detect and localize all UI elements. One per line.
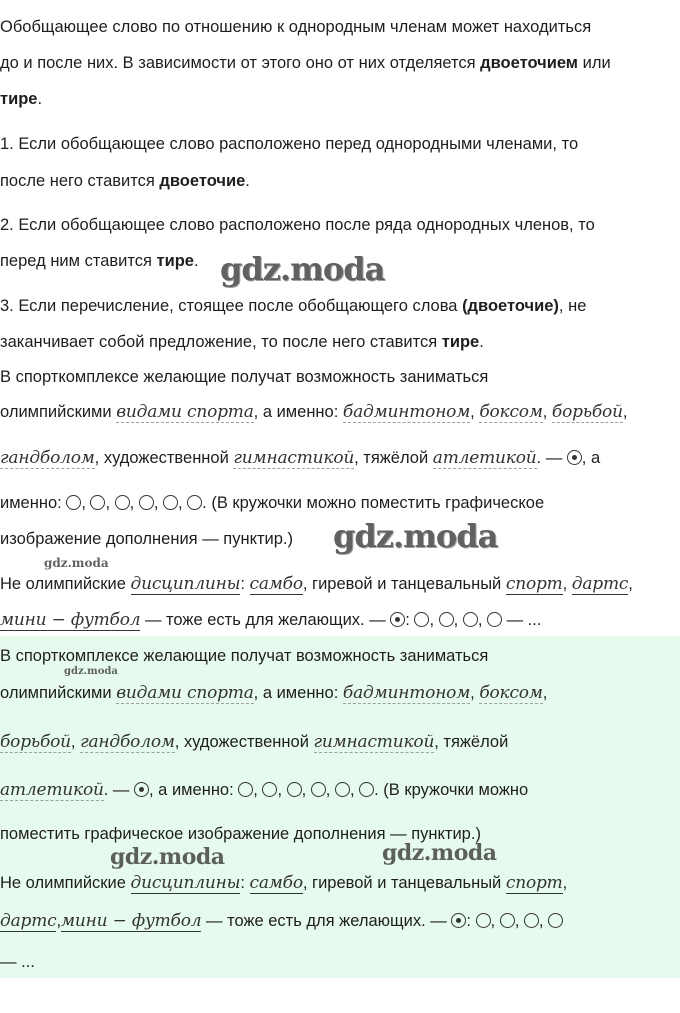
circle-icon bbox=[115, 495, 130, 510]
answer-line-8: — ... bbox=[0, 953, 35, 971]
word-mini-futbol: мини − футбол bbox=[0, 610, 141, 630]
watermark-logo: gdz.moda bbox=[64, 666, 118, 677]
term-dash: тире bbox=[0, 90, 38, 108]
task-line-6: Не олимпийские дисциплины: самбо, гиревой и танцевальный спорт, дартс, bbox=[0, 574, 633, 594]
circle-icon bbox=[500, 913, 515, 928]
task-line-4: именно: , , , , , . (В кружочки можно поместить графическое bbox=[0, 494, 545, 512]
word-borba: борьбой bbox=[0, 732, 71, 752]
word-badminton: бадминтоном bbox=[342, 402, 471, 422]
word-gandbol: гандболом bbox=[80, 732, 175, 752]
intro-line-1: Обобщающее слово по отношению к однородным членам может находиться bbox=[0, 18, 592, 36]
task-line-2: олимпийскими видами спорта, а именно: бадминтоном, боксом, борьбой, bbox=[0, 402, 628, 422]
task-line-1: В спорткомплексе желающие получат возможность заниматься bbox=[0, 368, 489, 386]
circle-icon bbox=[66, 495, 81, 510]
circle-icon bbox=[163, 495, 178, 510]
word-atletika: атлетикой bbox=[432, 448, 537, 468]
watermark-logo: gdz.moda bbox=[382, 840, 497, 866]
watermark-logo: gdz.moda bbox=[44, 556, 109, 570]
word-gimnastika: гимнастикой bbox=[313, 732, 435, 752]
circle-icon bbox=[524, 913, 539, 928]
rule-1-line-1: 1. Если обобщающее слово расположено перед однородными членами, то bbox=[0, 135, 579, 153]
dotted-circle-icon bbox=[134, 782, 149, 797]
circle-icon bbox=[548, 913, 563, 928]
answer-line-2: олимпийскими видами спорта, а именно: бадминтоном, боксом, bbox=[0, 683, 548, 703]
circle-icon bbox=[187, 495, 202, 510]
watermark-logo: gdz.moda bbox=[220, 250, 385, 288]
answer-line-1: В спорткомплексе желающие получат возможность заниматься bbox=[0, 647, 489, 665]
circle-icon bbox=[335, 782, 350, 797]
task-line-3: гандболом, художественной гимнастикой, тяжёлой атлетикой. — , а bbox=[0, 448, 601, 468]
circle-icon bbox=[90, 495, 105, 510]
answer-line-5: поместить графическое изображение дополнения — пунктир.) bbox=[0, 825, 481, 843]
intro-line-2: до и после них. В зависимости от этого оно от них отделяется двоеточием или bbox=[0, 54, 611, 72]
task-line-5: изображение дополнения — пунктир.) bbox=[0, 530, 294, 548]
circle-icon bbox=[287, 782, 302, 797]
rule-2-line-1: 2. Если обобщающее слово расположено после ряда однородных членов, то bbox=[0, 216, 595, 234]
word-atletika: атлетикой bbox=[0, 780, 104, 800]
word-discipliny: дисциплины bbox=[130, 873, 241, 893]
term-colon: двоеточием bbox=[480, 54, 579, 72]
circle-icon bbox=[359, 782, 374, 797]
circle-icon bbox=[414, 612, 429, 627]
word-darts: дартс bbox=[571, 574, 629, 594]
word-gandbol: гандболом bbox=[0, 448, 95, 468]
circle-icon bbox=[476, 913, 491, 928]
word-discipliny: дисциплины bbox=[130, 574, 241, 594]
watermark-logo: gdz.moda bbox=[110, 844, 225, 870]
word-darts: дартс bbox=[0, 911, 57, 931]
word-gimnastika: гимнастикой bbox=[233, 448, 355, 468]
watermark-logo: gdz.moda bbox=[333, 517, 498, 555]
task-line-7: мини − футбол — тоже есть для желающих. — : , , , — ... bbox=[0, 610, 542, 630]
circle-icon bbox=[238, 782, 253, 797]
answer-line-3: борьбой, гандболом, художественной гимнастикой, тяжёлой bbox=[0, 732, 509, 752]
dotted-circle-icon bbox=[567, 450, 582, 465]
word-sport: спорт bbox=[505, 873, 563, 893]
word-vidami-sporta: видами спорта bbox=[116, 683, 254, 703]
word-boks: боксом bbox=[479, 402, 543, 422]
rule-2-line-2: перед ним ставится тире. bbox=[0, 252, 199, 270]
circle-icon bbox=[139, 495, 154, 510]
word-sambo: самбо bbox=[249, 873, 303, 893]
rule-3-line-1: 3. Если перечисление, стоящее после обобщающего слова (двоеточие), не bbox=[0, 297, 587, 315]
circle-icon bbox=[439, 612, 454, 627]
rule-3-line-2: заканчивает собой предложение, то после него ставится тире. bbox=[0, 333, 484, 351]
word-boks: боксом bbox=[479, 683, 543, 703]
dotted-circle-icon bbox=[390, 612, 405, 627]
word-sport: спорт bbox=[505, 574, 563, 594]
circle-icon bbox=[311, 782, 326, 797]
intro-line-3: тире. bbox=[0, 90, 43, 108]
dotted-circle-icon bbox=[451, 913, 466, 928]
circle-icon bbox=[262, 782, 277, 797]
answer-line-7: дартс,мини − футбол — тоже есть для желающих. — : , , , bbox=[0, 902, 563, 940]
circle-icon bbox=[487, 612, 502, 627]
word-mini-futbol: мини − футбол bbox=[61, 911, 202, 931]
circle-icon bbox=[463, 612, 478, 627]
word-borba: борьбой bbox=[551, 402, 623, 422]
word-vidami-sporta: видами спорта bbox=[116, 402, 254, 422]
word-sambo: самбо bbox=[249, 574, 303, 594]
answer-line-4: атлетикой. — , а именно: , , , , , . (В кружочки можно bbox=[0, 780, 529, 800]
rule-1-line-2: после него ставится двоеточие. bbox=[0, 172, 250, 190]
answer-line-6: Не олимпийские дисциплины: самбо, гиревой и танцевальный спорт, bbox=[0, 873, 568, 893]
word-badminton: бадминтоном bbox=[342, 683, 471, 703]
